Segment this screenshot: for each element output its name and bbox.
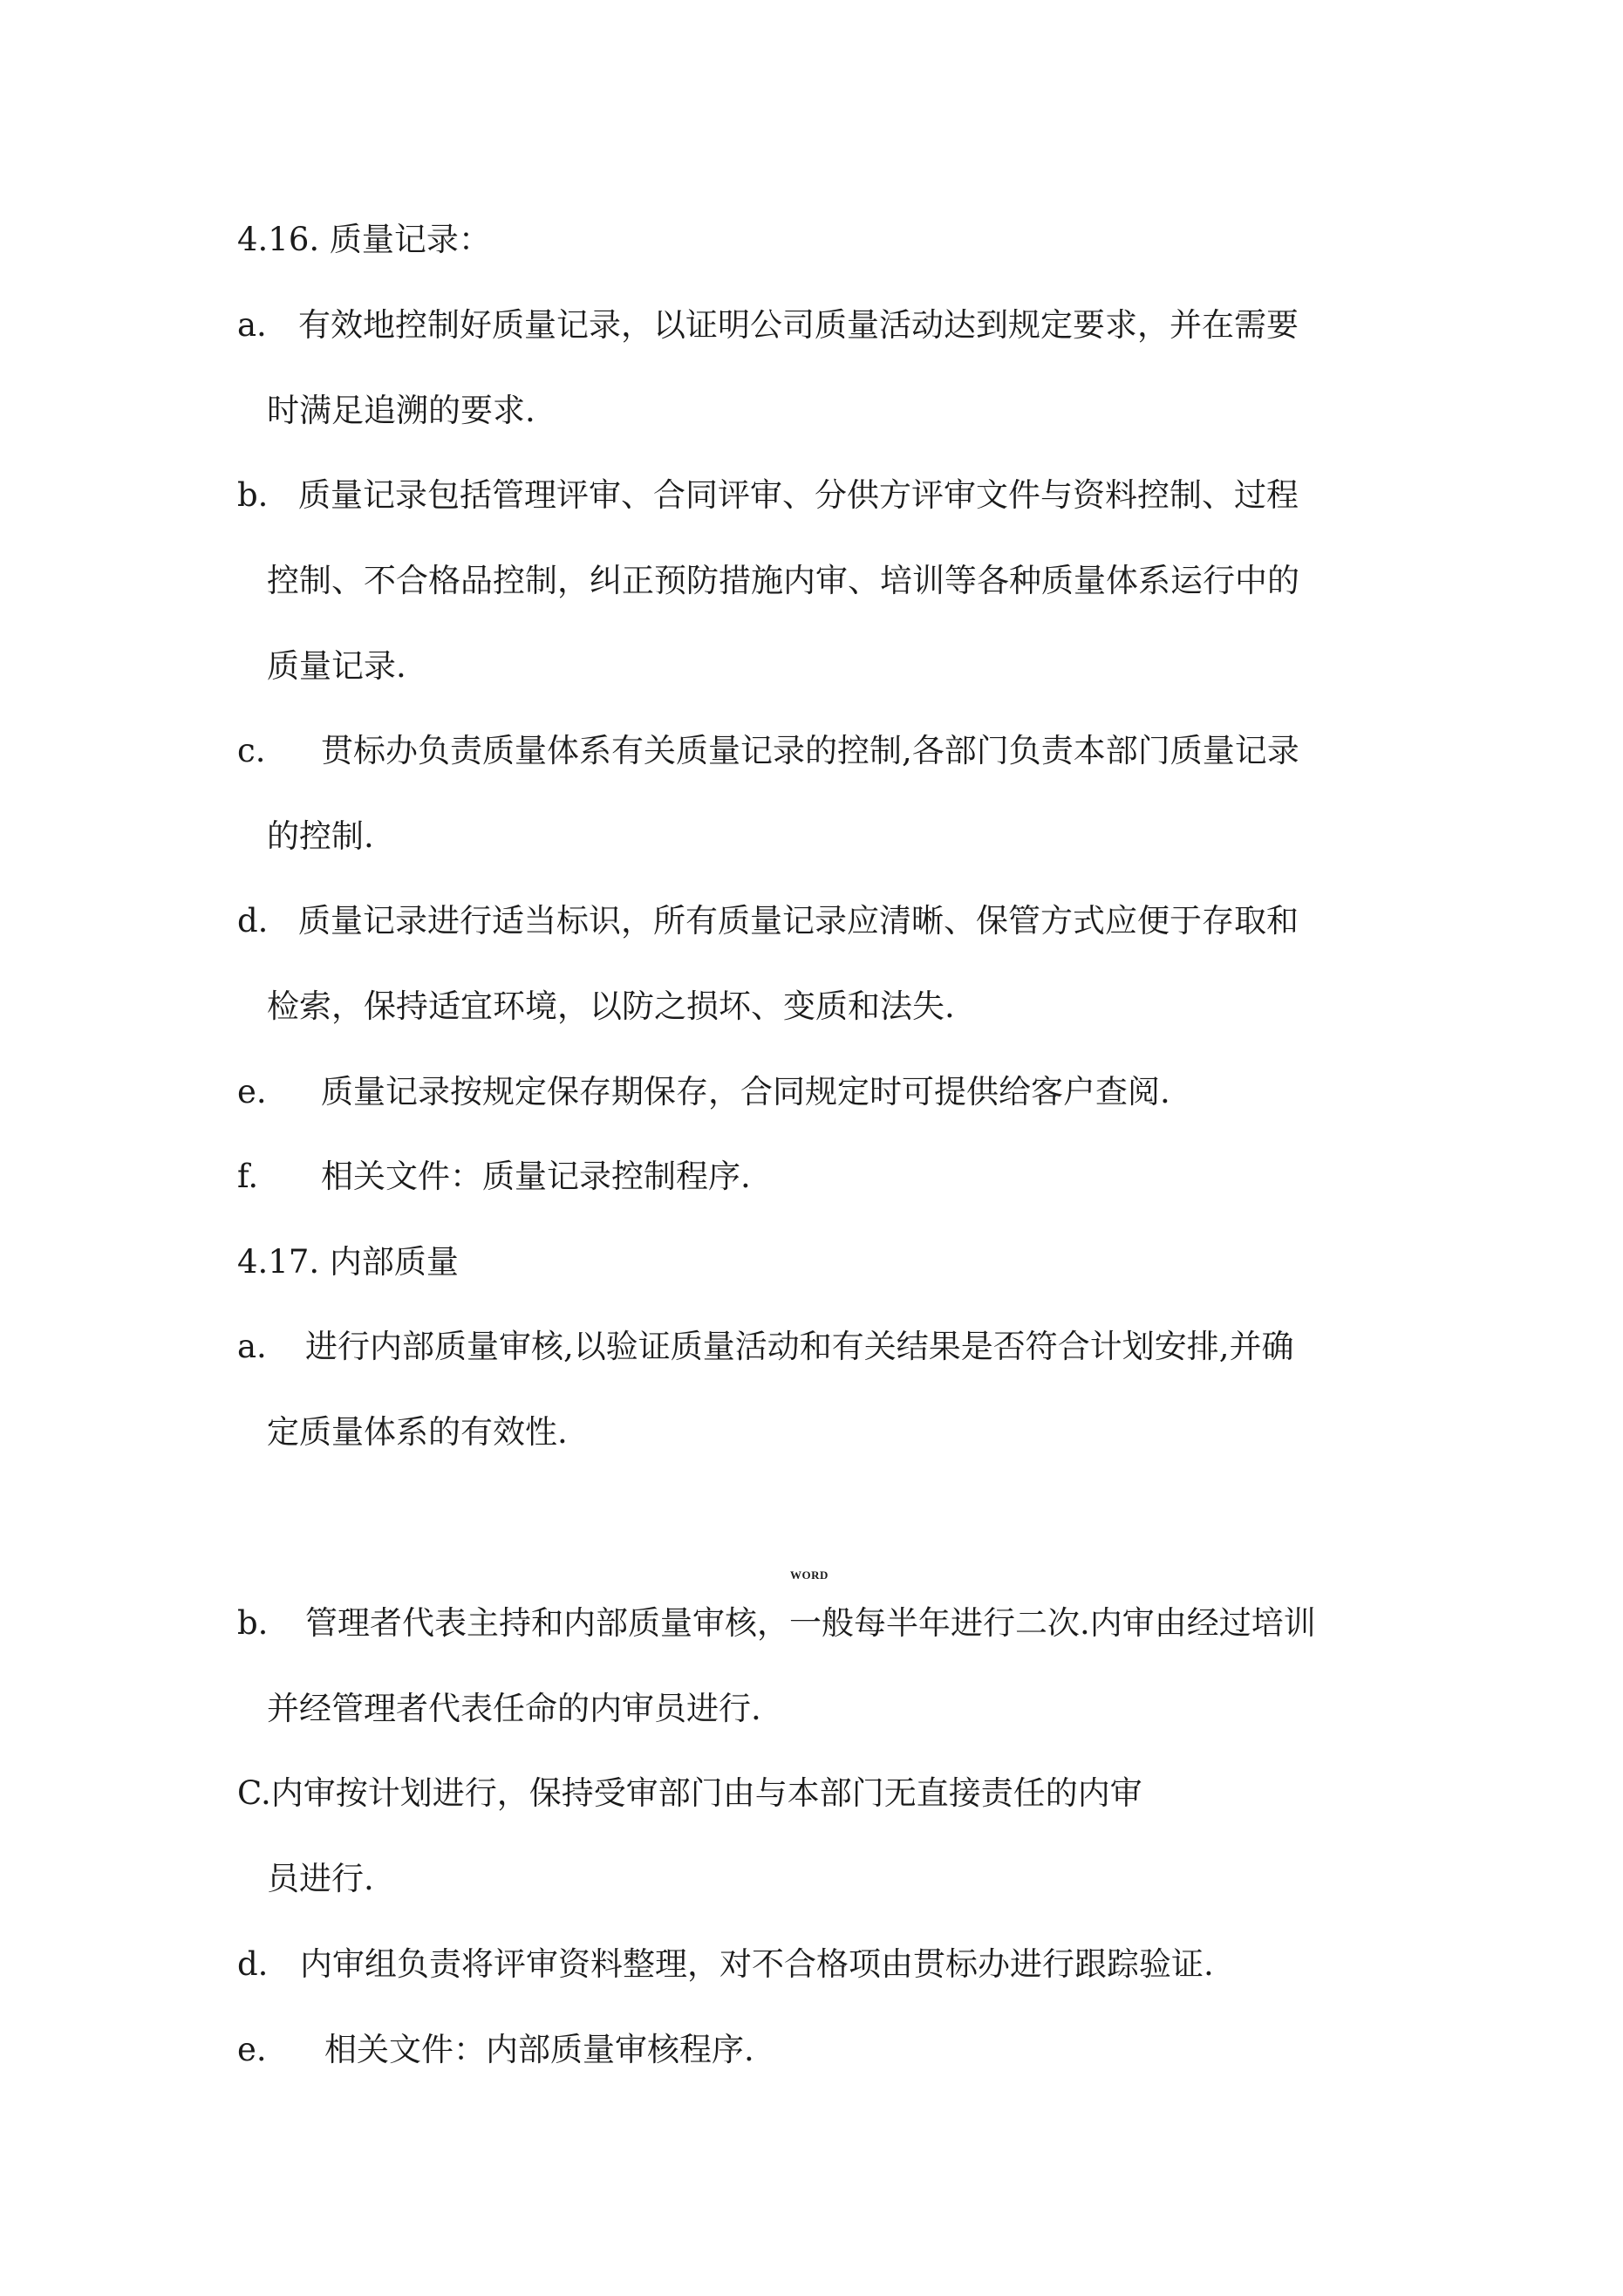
continuation-line (267, 810, 374, 863)
paragraph-text: 相关文件：内部质量审核程序. (324, 2031, 754, 2068)
list-marker: d. (237, 902, 269, 940)
paragraph-text: 员进行. (267, 1860, 374, 1897)
list-marker: c. (237, 732, 266, 769)
heading-text: 4.16. 质量记录： (237, 221, 491, 258)
paragraph-text: 有效地控制好质量记录，以证明公司质量活动达到规定要求，并在需要 (298, 306, 1299, 344)
list-marker: e. (237, 2031, 267, 2068)
continuation-line (267, 1853, 374, 1905)
list-item-a (237, 299, 1299, 352)
paragraph-text: 检索，保持适宜环境，以防之损坏、变质和法失. (267, 987, 955, 1025)
paragraph-text: 贯标办负责质量体系有关质量记录的控制,各部门负责本部门质量记录 (321, 732, 1299, 769)
watermark-text: WORD (790, 1568, 829, 1582)
paragraph-text: 时满足追溯的要求. (267, 392, 535, 429)
continuation-line (267, 1683, 761, 1735)
list-item-c (237, 725, 1299, 777)
paragraph-text: 质量记录进行适当标识，所有质量记录应清晰、保管方式应便于存取和 (298, 902, 1299, 940)
continuation-line (267, 555, 1299, 607)
list-item-b (237, 1597, 1316, 1650)
paragraph-text: 定质量体系的有效性. (267, 1413, 568, 1451)
heading-text: 4.17. 内部质量 (237, 1243, 459, 1281)
paragraph-text: 管理者代表主持和内部质量审核，一般每半年进行二次.内审由经过培训 (305, 1604, 1316, 1642)
list-item-d (237, 1938, 1214, 1991)
paragraph-text: 的控制. (267, 817, 374, 855)
list-item-f (237, 1151, 751, 1203)
section-heading-4-16 (237, 214, 491, 266)
paragraph-text: 相关文件：质量记录控制程序. (321, 1158, 751, 1195)
continuation-line (267, 981, 955, 1033)
list-marker: b. (237, 476, 269, 514)
list-item-d (237, 895, 1299, 947)
continuation-line (267, 1406, 568, 1459)
list-marker: a. (237, 1328, 267, 1365)
list-item-e (237, 2024, 754, 2076)
paragraph-text: 内审组负责将评审资料整理，对不合格项由贯标办进行跟踪验证. (300, 1945, 1214, 1983)
paragraph-text: 质量记录按规定保存期保存，合同规定时可提供给客户查阅. (321, 1073, 1170, 1110)
continuation-line (267, 640, 406, 693)
list-marker: f. (237, 1158, 259, 1195)
section-heading-4-17 (237, 1236, 459, 1288)
paragraph-text: C.内审按计划进行，保持受审部门由与本部门无直接责任的内审 (237, 1774, 1142, 1812)
continuation-line (267, 385, 535, 437)
list-marker: b. (237, 1604, 269, 1642)
list-item-a (237, 1321, 1294, 1373)
list-marker: a. (237, 306, 267, 344)
paragraph-text: 质量记录包括管理评审、合同评审、分供方评审文件与资料控制、过程 (298, 476, 1299, 514)
list-marker: d. (237, 1945, 269, 1983)
list-item-e (237, 1066, 1170, 1118)
paragraph-text: 质量记录. (267, 647, 406, 685)
paragraph-text: 控制、不合格品控制，纠正预防措施内审、培训等各种质量体系运行中的 (267, 562, 1299, 599)
paragraph-text: 进行内部质量审核,以验证质量活动和有关结果是否符合计划安排,并确 (305, 1328, 1294, 1365)
list-item-c (237, 1767, 1142, 1820)
paragraph-text: 并经管理者代表任命的内审员进行. (267, 1690, 761, 1727)
list-item-b (237, 469, 1299, 522)
list-marker: e. (237, 1073, 267, 1110)
